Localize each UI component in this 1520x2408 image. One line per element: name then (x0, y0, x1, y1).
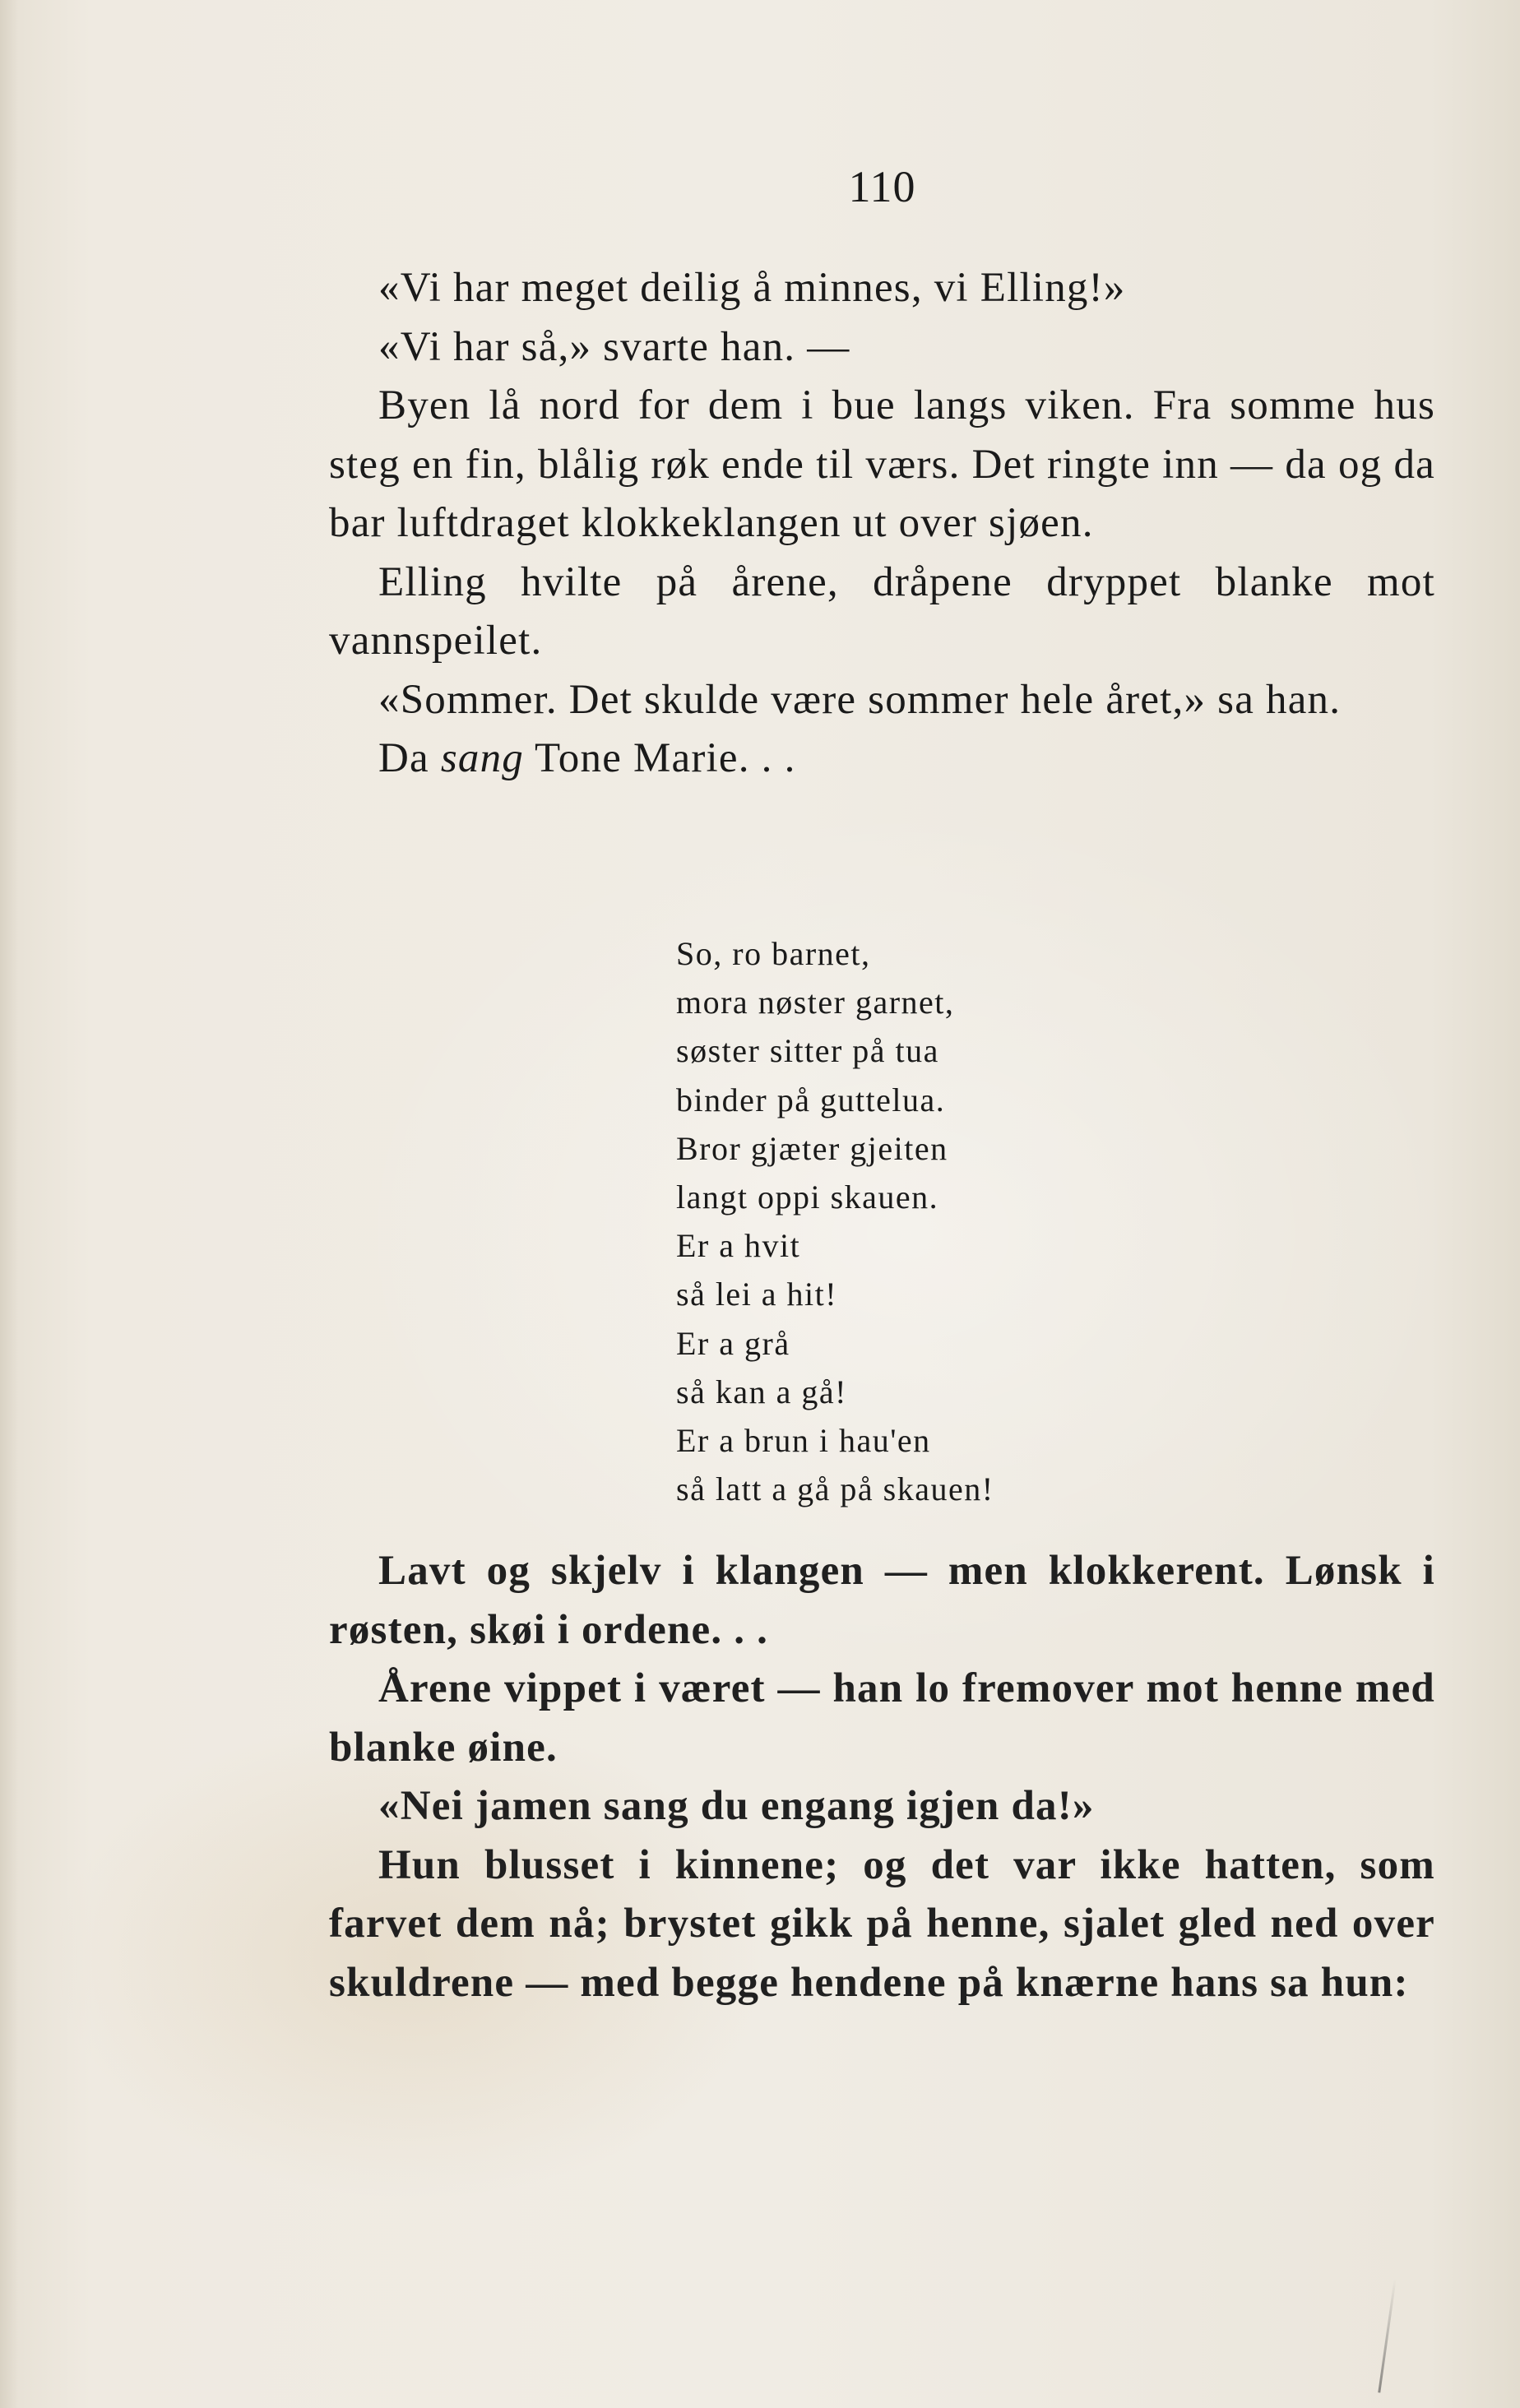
paper-crease-mark (1378, 2278, 1396, 2392)
paragraph-6: Lavt og skjelv i klangen — men klokkerent. Lønsk i røsten, skøi i ordene. . . (329, 1548, 1435, 1653)
poem-line: mora nøster garnet, (676, 984, 955, 1021)
poem-line: Er a brun i hau'en (676, 1422, 931, 1460)
prose-top (329, 259, 1435, 789)
poem-line: søster sitter på tua (676, 1032, 939, 1070)
poem-line: så kan a gå! (676, 1373, 847, 1410)
poem-line: Er a hvit (676, 1227, 801, 1265)
paragraph-2: «Vi har så,» svarte han. — (378, 323, 850, 370)
poem-line: Er a grå (676, 1324, 790, 1362)
page-edge-shadow (0, 0, 18, 2408)
sang-line-after: Tone Marie. . . (523, 735, 796, 781)
paragraph-4: Elling hvilte på årene, dråpene dryppet blanke mot vannspeilet. (329, 558, 1435, 664)
poem-line: så lei a hit! (676, 1276, 838, 1313)
page-number: 110 (848, 162, 916, 211)
paragraph-sang (329, 729, 1435, 789)
prose-bottom (329, 1542, 1435, 2012)
poem-line: langt oppi skauen. (676, 1179, 939, 1216)
paragraph-5: «Sommer. Det skulde være sommer hele året,» sa han. (378, 676, 1342, 723)
poem-line: binder på guttelua. (676, 1081, 946, 1118)
sang-line-emphasis: sang (440, 735, 524, 781)
poem-line: Bror gjæter gjeiten (676, 1129, 948, 1167)
paragraph-7: Årene vippet i været — han lo fremover mot henne med blanke øine. (329, 1665, 1435, 1771)
sang-line-before: Da (378, 735, 441, 781)
paragraph-1: «Vi har meget deilig å minnes, vi Elling!» (378, 265, 1126, 311)
paragraph-8: «Nei jamen sang du engang igjen da!» (378, 1783, 1095, 1829)
poem-line: So, ro barnet, (676, 935, 871, 972)
paragraph-9: Hun blusset i kinnene; og det var ikke hatten, som farvet dem nå; brystet gikk på henne, sjalet gled ned over skuldrene — med begge hendene på knærne hans sa hun: (329, 1841, 1435, 2006)
paragraph-3: Byen lå nord for dem i bue langs viken. Fra somme hus steg en fin, blålig røk ende til værs. Det ringte inn — da og da bar luftdraget klokkeklangen ut over sjøen. (329, 382, 1435, 546)
poem-line: så latt a gå på skauen! (676, 1470, 994, 1508)
poem (676, 929, 994, 1513)
